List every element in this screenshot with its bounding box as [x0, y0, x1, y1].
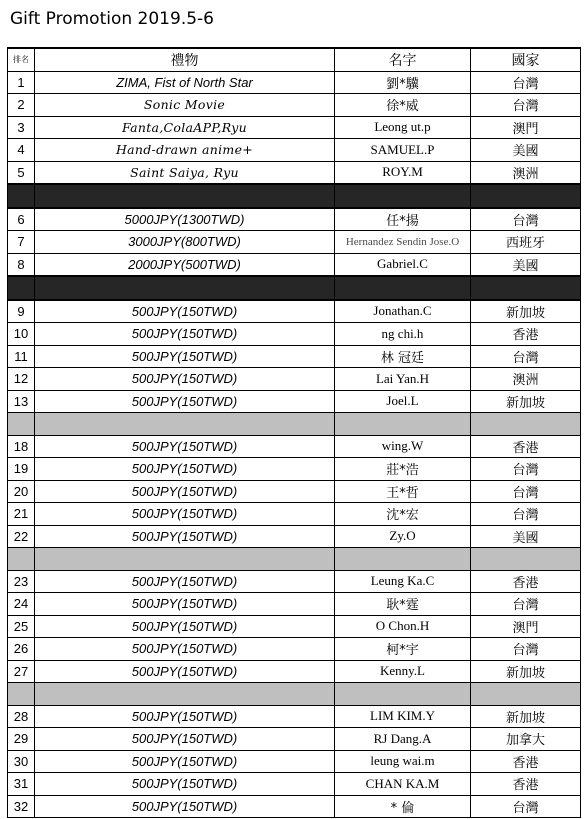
rank-cell: 19 — [8, 458, 35, 481]
rank-cell: 29 — [8, 728, 35, 751]
table-row — [8, 253, 581, 276]
country-cell: 澳洲 — [471, 368, 581, 391]
rank-cell: 18 — [8, 435, 35, 458]
gift-cell: 500JPY(150TWD) — [35, 300, 335, 323]
country-column-header: 國家 — [471, 48, 581, 71]
page-title: Gift Promotion 2019.5-6 — [10, 9, 214, 29]
name-cell: Leung Ka.C — [335, 570, 471, 593]
separator-row-gray — [8, 683, 581, 706]
separator-cell — [35, 413, 335, 436]
separator-cell — [471, 683, 581, 706]
country-cell: 澳門 — [471, 615, 581, 638]
gift-cell: 3000JPY(800TWD) — [35, 231, 335, 254]
country-cell: 新加坡 — [471, 660, 581, 683]
rank-cell: 7 — [8, 231, 35, 254]
rank-cell: 4 — [8, 139, 35, 162]
country-cell: 香港 — [471, 435, 581, 458]
table-row — [8, 300, 581, 323]
table-row — [8, 570, 581, 593]
rank-cell: 8 — [8, 253, 35, 276]
rank-cell: 22 — [8, 525, 35, 548]
gift-cell: 500JPY(150TWD) — [35, 390, 335, 413]
country-cell: 新加坡 — [471, 390, 581, 413]
name-cell: 劉*驥 — [335, 71, 471, 94]
separator-cell — [335, 276, 471, 300]
gift-cell: 500JPY(150TWD) — [35, 570, 335, 593]
separator-cell — [471, 548, 581, 571]
gift-cell: Sonic Movie — [35, 94, 335, 117]
separator-cell — [8, 184, 35, 208]
gift-cell: Fanta,ColaAPP,Ryu — [35, 116, 335, 139]
gift-cell: Saint Saiya, Ryu — [35, 161, 335, 184]
rank-cell: 32 — [8, 795, 35, 818]
rank-cell: 1 — [8, 71, 35, 94]
rank-cell: 2 — [8, 94, 35, 117]
country-cell: 香港 — [471, 750, 581, 773]
rank-cell: 13 — [8, 390, 35, 413]
name-cell: Gabriel.C — [335, 253, 471, 276]
rank-cell: 11 — [8, 345, 35, 368]
rank-cell: 21 — [8, 503, 35, 526]
country-cell: 美國 — [471, 253, 581, 276]
separator-cell — [35, 548, 335, 571]
name-cell: ROY.M — [335, 161, 471, 184]
gift-cell: 500JPY(150TWD) — [35, 728, 335, 751]
gift-cell: 500JPY(150TWD) — [35, 503, 335, 526]
name-cell: wing.W — [335, 435, 471, 458]
country-cell: 美國 — [471, 139, 581, 162]
table-row — [8, 231, 581, 254]
separator-cell — [35, 276, 335, 300]
separator-cell — [8, 683, 35, 706]
rank-cell: 27 — [8, 660, 35, 683]
rank-cell: 20 — [8, 480, 35, 503]
name-cell: leung wai.m — [335, 750, 471, 773]
header-row — [8, 48, 581, 71]
gift-cell: 500JPY(150TWD) — [35, 480, 335, 503]
name-cell: SAMUEL.P — [335, 139, 471, 162]
gift-column-header: 禮物 — [35, 48, 335, 71]
country-cell: 澳洲 — [471, 161, 581, 184]
name-cell: Lai Yan.H — [335, 368, 471, 391]
table-row — [8, 705, 581, 728]
separator-row-dark — [8, 276, 581, 300]
gift-cell: 500JPY(150TWD) — [35, 368, 335, 391]
table-row — [8, 139, 581, 162]
table-row — [8, 773, 581, 796]
country-cell: 加拿大 — [471, 728, 581, 751]
rank-cell: 31 — [8, 773, 35, 796]
name-cell: Hernandez Sendin Jose.O — [335, 231, 471, 254]
gift-cell: 500JPY(150TWD) — [35, 773, 335, 796]
rank-column-header: 排名 — [8, 48, 35, 71]
country-cell: 新加坡 — [471, 300, 581, 323]
table-row — [8, 795, 581, 818]
gift-cell: 500JPY(150TWD) — [35, 525, 335, 548]
table-row — [8, 480, 581, 503]
separator-cell — [471, 276, 581, 300]
country-cell: 香港 — [471, 773, 581, 796]
name-cell: Jonathan.C — [335, 300, 471, 323]
name-cell: 王*哲 — [335, 480, 471, 503]
rank-cell: 23 — [8, 570, 35, 593]
name-cell: 任*揚 — [335, 208, 471, 231]
country-cell: 台灣 — [471, 458, 581, 481]
rank-cell: 3 — [8, 116, 35, 139]
name-cell: RJ Dang.A — [335, 728, 471, 751]
table-row — [8, 94, 581, 117]
country-cell: 台灣 — [471, 480, 581, 503]
table-row — [8, 390, 581, 413]
separator-cell — [8, 276, 35, 300]
separator-row-gray — [8, 548, 581, 571]
separator-cell — [471, 184, 581, 208]
separator-cell — [335, 184, 471, 208]
country-cell: 台灣 — [471, 593, 581, 616]
gift-cell: 500JPY(150TWD) — [35, 705, 335, 728]
table-row — [8, 503, 581, 526]
country-cell: 台灣 — [471, 795, 581, 818]
name-cell: Leong ut.p — [335, 116, 471, 139]
name-cell: Kenny.L — [335, 660, 471, 683]
country-cell: 台灣 — [471, 71, 581, 94]
table-row — [8, 660, 581, 683]
separator-cell — [35, 683, 335, 706]
gift-cell: 500JPY(150TWD) — [35, 435, 335, 458]
rank-cell: 25 — [8, 615, 35, 638]
name-cell: O Chon.H — [335, 615, 471, 638]
table-row — [8, 435, 581, 458]
table-row — [8, 525, 581, 548]
rank-cell: 9 — [8, 300, 35, 323]
table-row — [8, 323, 581, 346]
name-cell: 耿*霆 — [335, 593, 471, 616]
table-row — [8, 638, 581, 661]
table-row — [8, 458, 581, 481]
name-cell: ng chi.h — [335, 323, 471, 346]
rank-cell: 30 — [8, 750, 35, 773]
gift-cell: 500JPY(150TWD) — [35, 345, 335, 368]
gift-cell: 5000JPY(1300TWD) — [35, 208, 335, 231]
table-row — [8, 615, 581, 638]
name-cell: Joel.L — [335, 390, 471, 413]
separator-cell — [8, 413, 35, 436]
separator-cell — [471, 413, 581, 436]
table-row — [8, 368, 581, 391]
table-row — [8, 161, 581, 184]
name-cell: CHAN KA.M — [335, 773, 471, 796]
gift-cell: 500JPY(150TWD) — [35, 323, 335, 346]
table-row — [8, 116, 581, 139]
gift-cell: 500JPY(150TWD) — [35, 795, 335, 818]
country-cell: 台灣 — [471, 208, 581, 231]
gift-winners-table — [7, 47, 581, 818]
table-row — [8, 593, 581, 616]
table-body — [8, 71, 581, 818]
rank-cell: 28 — [8, 705, 35, 728]
name-cell: 沈*宏 — [335, 503, 471, 526]
name-cell: * 倫 — [335, 795, 471, 818]
gift-cell: 500JPY(150TWD) — [35, 660, 335, 683]
gift-cell: 500JPY(150TWD) — [35, 750, 335, 773]
name-cell: 柯*宇 — [335, 638, 471, 661]
separator-cell — [335, 548, 471, 571]
gift-cell: Hand-drawn anime+ — [35, 139, 335, 162]
rank-cell: 12 — [8, 368, 35, 391]
name-cell: Zy.O — [335, 525, 471, 548]
country-cell: 澳門 — [471, 116, 581, 139]
gift-cell: 500JPY(150TWD) — [35, 615, 335, 638]
rank-cell: 5 — [8, 161, 35, 184]
country-cell: 台灣 — [471, 94, 581, 117]
separator-cell — [35, 184, 335, 208]
name-cell: 莊*浩 — [335, 458, 471, 481]
separator-row-gray — [8, 413, 581, 436]
country-cell: 台灣 — [471, 638, 581, 661]
country-cell: 台灣 — [471, 345, 581, 368]
table-row — [8, 345, 581, 368]
separator-cell — [335, 683, 471, 706]
country-cell: 新加坡 — [471, 705, 581, 728]
separator-cell — [8, 548, 35, 571]
gift-cell: 2000JPY(500TWD) — [35, 253, 335, 276]
country-cell: 西班牙 — [471, 231, 581, 254]
table-row — [8, 728, 581, 751]
gift-cell: 500JPY(150TWD) — [35, 458, 335, 481]
name-cell: 徐*威 — [335, 94, 471, 117]
country-cell: 香港 — [471, 323, 581, 346]
name-cell: 林 冠廷 — [335, 345, 471, 368]
separator-row-dark — [8, 184, 581, 208]
gift-cell: 500JPY(150TWD) — [35, 593, 335, 616]
country-cell: 美國 — [471, 525, 581, 548]
rank-cell: 6 — [8, 208, 35, 231]
country-cell: 香港 — [471, 570, 581, 593]
separator-cell — [335, 413, 471, 436]
country-cell: 台灣 — [471, 503, 581, 526]
table-row — [8, 750, 581, 773]
gift-cell: 500JPY(150TWD) — [35, 638, 335, 661]
rank-cell: 24 — [8, 593, 35, 616]
table-row — [8, 71, 581, 94]
rank-cell: 26 — [8, 638, 35, 661]
name-column-header: 名字 — [335, 48, 471, 71]
table-row — [8, 208, 581, 231]
name-cell: LIM KIM.Y — [335, 705, 471, 728]
gift-cell: ZIMA, Fist of North Star — [35, 71, 335, 94]
rank-cell: 10 — [8, 323, 35, 346]
